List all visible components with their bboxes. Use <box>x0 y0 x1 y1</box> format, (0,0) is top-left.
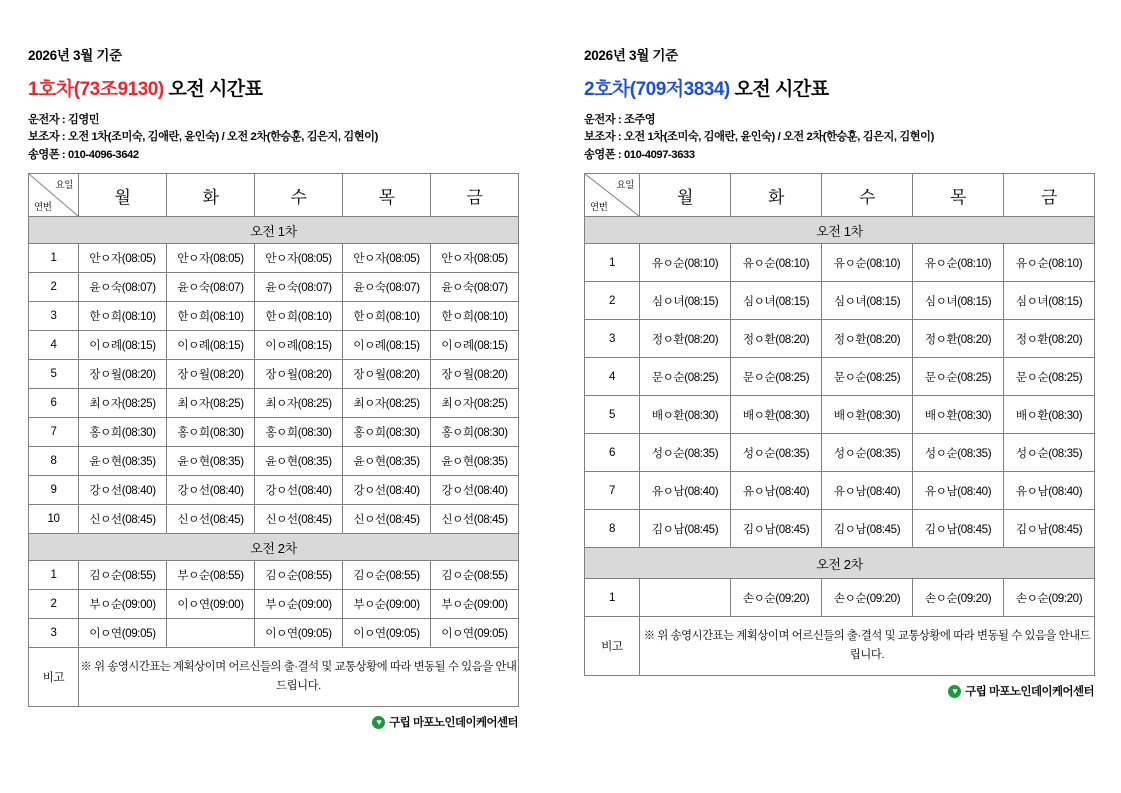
cell-thu: 성ㅇ순(08:35) <box>913 434 1004 472</box>
cell-mon: 윤ㅇ현(08:35) <box>79 447 167 476</box>
table-row <box>29 244 519 273</box>
cell-thu: 이ㅇ연(09:05) <box>343 619 431 648</box>
cell-mon: 성ㅇ순(08:35) <box>640 434 731 472</box>
day-header-mon-1: 월 <box>79 174 167 217</box>
cell-mon: 윤ㅇ숙(08:07) <box>79 273 167 302</box>
cell-mon: 이ㅇ례(08:15) <box>79 331 167 360</box>
bus-label-2: 2호차(709저3834) <box>584 79 730 100</box>
schedule-table-bus1 <box>28 173 519 707</box>
cell-wed: 최ㅇ자(08:25) <box>255 389 343 418</box>
schedule-panel-bus1 <box>0 0 560 793</box>
cell-fri: 김ㅇ남(08:45) <box>1004 510 1095 548</box>
cell-thu: 손ㅇ순(09:20) <box>913 579 1004 617</box>
cell-tue: 손ㅇ순(09:20) <box>731 579 822 617</box>
section-label-1-0: 오전 1차 <box>29 217 519 244</box>
table-row <box>29 619 519 648</box>
row-index: 10 <box>29 505 79 534</box>
cell-mon <box>640 579 731 617</box>
cell-tue: 이ㅇ례(08:15) <box>167 331 255 360</box>
cell-fri: 안ㅇ자(08:05) <box>431 244 519 273</box>
cell-thu: 윤ㅇ숙(08:07) <box>343 273 431 302</box>
row-index: 4 <box>29 331 79 360</box>
center-logo-icon: ♥ <box>948 685 961 698</box>
row-index: 2 <box>585 282 640 320</box>
table-row <box>29 418 519 447</box>
table-row <box>585 282 1095 320</box>
bus-label-1: 1호차(73조9130) <box>28 79 164 100</box>
cell-tue: 성ㅇ순(08:35) <box>731 434 822 472</box>
cell-tue: 강ㅇ선(08:40) <box>167 476 255 505</box>
row-index: 5 <box>585 396 640 434</box>
cell-wed: 홍ㅇ희(08:30) <box>255 418 343 447</box>
note-label-2: 비고 <box>585 617 640 676</box>
cell-mon: 김ㅇ남(08:45) <box>640 510 731 548</box>
cell-tue: 홍ㅇ희(08:30) <box>167 418 255 447</box>
row-index: 2 <box>29 590 79 619</box>
cell-mon: 안ㅇ자(08:05) <box>79 244 167 273</box>
cell-mon: 정ㅇ환(08:20) <box>640 320 731 358</box>
cell-thu: 김ㅇ남(08:45) <box>913 510 1004 548</box>
meta-block-1 <box>28 112 560 164</box>
row-index: 3 <box>585 320 640 358</box>
day-header-mon-2: 월 <box>640 174 731 217</box>
row-index: 1 <box>29 561 79 590</box>
table-row <box>585 472 1095 510</box>
cell-mon: 홍ㅇ희(08:30) <box>79 418 167 447</box>
cell-wed: 손ㅇ순(09:20) <box>822 579 913 617</box>
row-index: 8 <box>29 447 79 476</box>
cell-wed: 정ㅇ환(08:20) <box>822 320 913 358</box>
cell-fri: 윤ㅇ현(08:35) <box>431 447 519 476</box>
cell-mon: 배ㅇ환(08:30) <box>640 396 731 434</box>
cell-fri: 한ㅇ희(08:10) <box>431 302 519 331</box>
driver-line-1: 운전자 : 김영민 <box>28 114 100 126</box>
table-header-row-2 <box>585 174 1095 217</box>
cell-fri: 강ㅇ선(08:40) <box>431 476 519 505</box>
panel-title-1 <box>28 74 560 101</box>
corner-num-label-2: 연번 <box>590 202 608 214</box>
cell-wed: 윤ㅇ숙(08:07) <box>255 273 343 302</box>
note-text-1: ※ 위 송영시간표는 계획상이며 어르신들의 출·결석 및 교통상황에 따라 변동될 수 있음을 안내드립니다. <box>79 648 519 707</box>
section-label-1-1: 오전 2차 <box>29 534 519 561</box>
cell-mon: 문ㅇ순(08:25) <box>640 358 731 396</box>
cell-fri: 성ㅇ순(08:35) <box>1004 434 1095 472</box>
cell-thu: 장ㅇ월(08:20) <box>343 360 431 389</box>
center-logo-icon: ♥ <box>372 716 385 729</box>
table-row <box>29 389 519 418</box>
cell-thu: 홍ㅇ희(08:30) <box>343 418 431 447</box>
day-header-wed-1: 수 <box>255 174 343 217</box>
table-row <box>29 476 519 505</box>
cell-wed: 안ㅇ자(08:05) <box>255 244 343 273</box>
row-index: 3 <box>29 302 79 331</box>
cell-tue: 한ㅇ희(08:10) <box>167 302 255 331</box>
cell-wed: 이ㅇ연(09:05) <box>255 619 343 648</box>
cell-wed: 신ㅇ선(08:45) <box>255 505 343 534</box>
cell-tue: 안ㅇ자(08:05) <box>167 244 255 273</box>
cell-wed: 유ㅇ순(08:10) <box>822 244 913 282</box>
table-row <box>29 273 519 302</box>
table-row <box>29 447 519 476</box>
cell-wed: 유ㅇ남(08:40) <box>822 472 913 510</box>
cell-tue: 신ㅇ선(08:45) <box>167 505 255 534</box>
cell-mon: 유ㅇ남(08:40) <box>640 472 731 510</box>
table-row <box>585 579 1095 617</box>
row-index: 1 <box>585 244 640 282</box>
cell-wed: 이ㅇ례(08:15) <box>255 331 343 360</box>
cell-fri: 문ㅇ순(08:25) <box>1004 358 1095 396</box>
cell-tue: 유ㅇ순(08:10) <box>731 244 822 282</box>
cell-mon: 장ㅇ월(08:20) <box>79 360 167 389</box>
cell-mon: 김ㅇ순(08:55) <box>79 561 167 590</box>
cell-fri: 최ㅇ자(08:25) <box>431 389 519 418</box>
row-index: 1 <box>585 579 640 617</box>
assistant-line-1: 보조자 : 오전 1차(조미숙, 김애란, 윤인숙) / 오전 2차(한승훈, 김은지, 김현이) <box>28 131 378 144</box>
cell-tue: 김ㅇ남(08:45) <box>731 510 822 548</box>
table-header-row-1 <box>29 174 519 217</box>
cell-mon: 부ㅇ순(09:00) <box>79 590 167 619</box>
row-index: 6 <box>29 389 79 418</box>
cell-thu: 유ㅇ순(08:10) <box>913 244 1004 282</box>
day-header-thu-1: 목 <box>343 174 431 217</box>
cell-wed: 김ㅇ남(08:45) <box>822 510 913 548</box>
row-index: 5 <box>29 360 79 389</box>
cell-thu: 유ㅇ남(08:40) <box>913 472 1004 510</box>
cell-fri: 신ㅇ선(08:45) <box>431 505 519 534</box>
meta-block-2 <box>584 112 1121 164</box>
cell-fri: 김ㅇ순(08:55) <box>431 561 519 590</box>
note-text-2: ※ 위 송영시간표는 계획상이며 어르신들의 출·결석 및 교통상황에 따라 변동될 수 있음을 안내드립니다. <box>640 617 1095 676</box>
row-index: 7 <box>29 418 79 447</box>
cell-thu: 정ㅇ환(08:20) <box>913 320 1004 358</box>
cell-wed: 강ㅇ선(08:40) <box>255 476 343 505</box>
corner-day-label-1: 요일 <box>55 180 73 192</box>
section-header-row <box>585 217 1095 244</box>
schedule-panel-bus2 <box>560 0 1121 793</box>
cell-mon: 한ㅇ희(08:10) <box>79 302 167 331</box>
day-header-tue-1: 화 <box>167 174 255 217</box>
cell-mon: 강ㅇ선(08:40) <box>79 476 167 505</box>
cell-tue: 윤ㅇ현(08:35) <box>167 447 255 476</box>
cell-tue <box>167 619 255 648</box>
cell-mon: 신ㅇ선(08:45) <box>79 505 167 534</box>
cell-thu: 심ㅇ녀(08:15) <box>913 282 1004 320</box>
panel-title-2 <box>584 74 1121 101</box>
cell-tue: 정ㅇ환(08:20) <box>731 320 822 358</box>
table-row <box>585 358 1095 396</box>
cell-fri: 장ㅇ월(08:20) <box>431 360 519 389</box>
cell-tue: 문ㅇ순(08:25) <box>731 358 822 396</box>
cell-fri: 이ㅇ연(09:05) <box>431 619 519 648</box>
table-row <box>29 302 519 331</box>
cell-fri: 부ㅇ순(09:00) <box>431 590 519 619</box>
day-header-fri-2: 금 <box>1004 174 1095 217</box>
table-row <box>585 244 1095 282</box>
row-index: 4 <box>585 358 640 396</box>
table-row <box>585 434 1095 472</box>
row-index: 9 <box>29 476 79 505</box>
note-row <box>29 648 519 707</box>
cell-tue: 윤ㅇ숙(08:07) <box>167 273 255 302</box>
title-suffix-2: 오전 시간표 <box>729 79 829 100</box>
table-row <box>29 561 519 590</box>
cell-fri: 손ㅇ순(09:20) <box>1004 579 1095 617</box>
date-note-1: 2026년 3월 기준 <box>28 48 122 63</box>
cell-tue: 유ㅇ남(08:40) <box>731 472 822 510</box>
row-index: 8 <box>585 510 640 548</box>
table-row <box>29 505 519 534</box>
cell-wed: 한ㅇ희(08:10) <box>255 302 343 331</box>
date-note-2: 2026년 3월 기준 <box>584 48 678 63</box>
cell-tue: 장ㅇ월(08:20) <box>167 360 255 389</box>
title-suffix-1: 오전 시간표 <box>163 79 263 100</box>
cell-thu: 한ㅇ희(08:10) <box>343 302 431 331</box>
row-index: 7 <box>585 472 640 510</box>
cell-fri: 윤ㅇ숙(08:07) <box>431 273 519 302</box>
cell-mon: 유ㅇ순(08:10) <box>640 244 731 282</box>
cell-tue: 최ㅇ자(08:25) <box>167 389 255 418</box>
center-name-2: 구립 마포노인데이케어센터 <box>965 686 1094 699</box>
cell-tue: 이ㅇ연(09:00) <box>167 590 255 619</box>
cell-wed: 김ㅇ순(08:55) <box>255 561 343 590</box>
cell-fri: 유ㅇ순(08:10) <box>1004 244 1095 282</box>
cell-thu: 윤ㅇ현(08:35) <box>343 447 431 476</box>
cell-thu: 안ㅇ자(08:05) <box>343 244 431 273</box>
cell-thu: 이ㅇ례(08:15) <box>343 331 431 360</box>
row-index: 2 <box>29 273 79 302</box>
driver-line-2: 운전자 : 조주영 <box>584 114 656 126</box>
cell-thu: 문ㅇ순(08:25) <box>913 358 1004 396</box>
section-label-2-1: 오전 2차 <box>585 548 1095 579</box>
cell-wed: 윤ㅇ현(08:35) <box>255 447 343 476</box>
cell-tue: 배ㅇ환(08:30) <box>731 396 822 434</box>
cell-tue: 심ㅇ녀(08:15) <box>731 282 822 320</box>
cell-fri: 홍ㅇ희(08:30) <box>431 418 519 447</box>
row-index: 1 <box>29 244 79 273</box>
day-header-fri-1: 금 <box>431 174 519 217</box>
cell-fri: 유ㅇ남(08:40) <box>1004 472 1095 510</box>
cell-wed: 성ㅇ순(08:35) <box>822 434 913 472</box>
cell-wed: 문ㅇ순(08:25) <box>822 358 913 396</box>
row-index: 6 <box>585 434 640 472</box>
center-logo-2 <box>584 683 1094 699</box>
center-name-1: 구립 마포노인데이케어센터 <box>389 717 518 730</box>
corner-day-label-2: 요일 <box>616 180 634 192</box>
row-index: 3 <box>29 619 79 648</box>
note-label-1: 비고 <box>29 648 79 707</box>
cell-fri: 배ㅇ환(08:30) <box>1004 396 1095 434</box>
assistant-line-2: 보조자 : 오전 1차(조미숙, 김애란, 윤인숙) / 오전 2차(한승훈, 김은지, 김현이) <box>584 131 934 144</box>
day-header-wed-2: 수 <box>822 174 913 217</box>
table-row <box>585 510 1095 548</box>
corner-header-1 <box>29 174 79 217</box>
schedule-table-bus2 <box>584 173 1095 676</box>
corner-header-2 <box>585 174 640 217</box>
cell-thu: 신ㅇ선(08:45) <box>343 505 431 534</box>
table-row <box>585 396 1095 434</box>
section-header-row <box>29 534 519 561</box>
note-row <box>585 617 1095 676</box>
cell-wed: 부ㅇ순(09:00) <box>255 590 343 619</box>
cell-fri: 정ㅇ환(08:20) <box>1004 320 1095 358</box>
cell-wed: 장ㅇ월(08:20) <box>255 360 343 389</box>
day-header-thu-2: 목 <box>913 174 1004 217</box>
cell-mon: 최ㅇ자(08:25) <box>79 389 167 418</box>
section-header-row <box>585 548 1095 579</box>
cell-thu: 부ㅇ순(09:00) <box>343 590 431 619</box>
section-label-2-0: 오전 1차 <box>585 217 1095 244</box>
cell-wed: 심ㅇ녀(08:15) <box>822 282 913 320</box>
table-row <box>29 360 519 389</box>
center-logo-1 <box>28 714 518 730</box>
table-row <box>29 331 519 360</box>
section-header-row <box>29 217 519 244</box>
day-header-tue-2: 화 <box>731 174 822 217</box>
cell-fri: 이ㅇ례(08:15) <box>431 331 519 360</box>
cell-thu: 배ㅇ환(08:30) <box>913 396 1004 434</box>
table-row <box>29 590 519 619</box>
table-row <box>585 320 1095 358</box>
cell-mon: 이ㅇ연(09:05) <box>79 619 167 648</box>
cell-fri: 심ㅇ녀(08:15) <box>1004 282 1095 320</box>
cell-wed: 배ㅇ환(08:30) <box>822 396 913 434</box>
cell-thu: 강ㅇ선(08:40) <box>343 476 431 505</box>
cell-tue: 부ㅇ순(08:55) <box>167 561 255 590</box>
cell-thu: 김ㅇ순(08:55) <box>343 561 431 590</box>
corner-num-label-1: 연번 <box>34 202 52 214</box>
cell-thu: 최ㅇ자(08:25) <box>343 389 431 418</box>
phone-line-1: 송영폰 : 010-4096-3642 <box>28 148 139 161</box>
phone-line-2: 송영폰 : 010-4097-3633 <box>584 148 695 161</box>
cell-mon: 심ㅇ녀(08:15) <box>640 282 731 320</box>
